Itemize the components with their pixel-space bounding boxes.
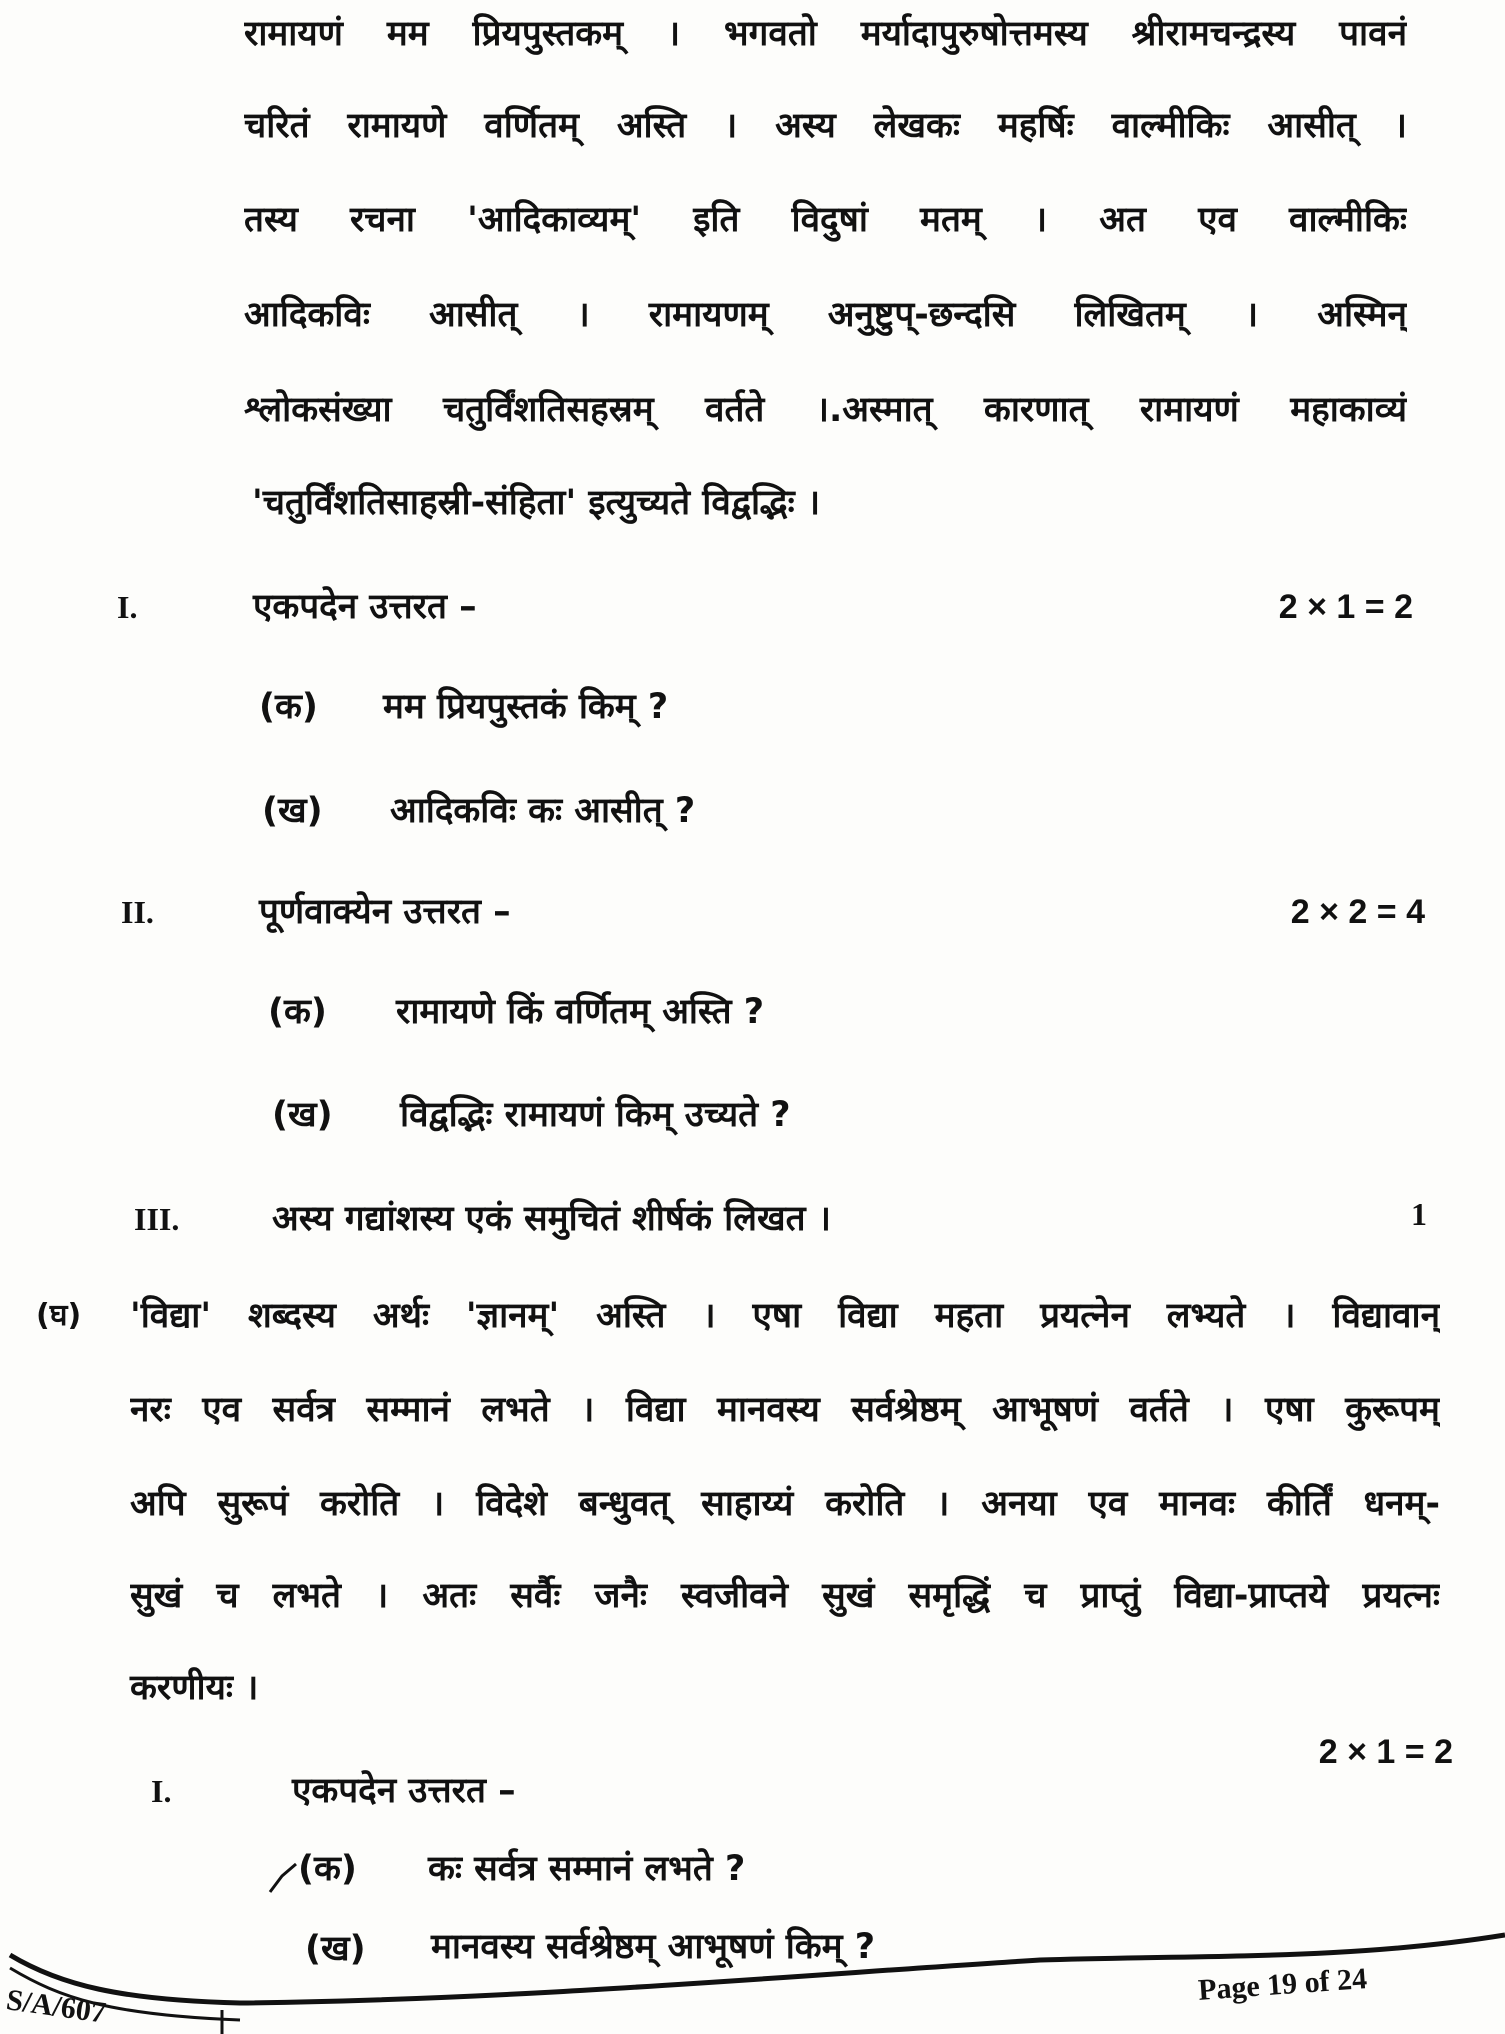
sub-question-text: रामायणे किं वर्णितम् अस्ति ? bbox=[396, 992, 765, 1032]
question-number: III. bbox=[134, 1201, 180, 1237]
passage-line: चरितं रामायणे वर्णितम् अस्ति । अस्य लेखकः महर्षिः वाल्मीकिः आसीत् । bbox=[244, 106, 1407, 146]
sub-question-text: विद्वद्भिः रामायणं किम् उच्यते ? bbox=[400, 1095, 791, 1135]
passage-line: करणीयः । bbox=[130, 1668, 259, 1708]
passage-line: 'चतुर्विंशतिसाहस्री-संहिता' इत्युच्यते विद्वद्भिः । bbox=[252, 483, 821, 523]
sub-question-text: कः सर्वत्र सम्मानं लभते ? bbox=[428, 1849, 746, 1889]
sub-question-label: (ख) bbox=[272, 1095, 333, 1135]
page-number: Page 19 of 24 bbox=[1197, 1962, 1369, 2007]
passage-line: तस्य रचना 'आदिकाव्यम्' इति विदुषां मतम् । अत एव वाल्मीकिः bbox=[244, 200, 1407, 240]
passage-line: नरः एव सर्वत्र सम्मानं लभते । विद्या मानवस्य सर्वश्रेष्ठम् आभूषणं वर्तते । एषा कुरूपम् bbox=[130, 1390, 1440, 1430]
passage-line: श्लोकसंख्या चतुर्विंशतिसहस्रम् वर्तते ।.अस्मात् कारणात् रामायणं महाकाव्यं bbox=[244, 390, 1407, 430]
question-marks: 1 bbox=[1411, 1196, 1427, 1232]
sub-question-label: (ख) bbox=[262, 791, 323, 831]
passage-label: (घ) bbox=[36, 1298, 82, 1333]
passage-line: रामायणं मम प्रियपुस्तकम् । भगवतो मर्यादापुरुषोत्तमस्य श्रीरामचन्द्रस्य पावनं bbox=[244, 14, 1407, 54]
question-title: अस्य गद्यांशस्य एकं समुचितं शीर्षकं लिखत । bbox=[272, 1199, 831, 1239]
question-title: एकपदेन उत्तरत – bbox=[292, 1771, 516, 1811]
sub-question-text: मम प्रियपुस्तकं किम् ? bbox=[383, 687, 669, 727]
passage-line: सुखं च लभते । अतः सर्वैः जनैः स्वजीवने सुखं समृद्धिं च प्राप्तुं विद्या-प्राप्तये प्रयत्नः bbox=[130, 1576, 1440, 1616]
question-title: एकपदेन उत्तरत – bbox=[253, 587, 477, 627]
sub-question-label: (ख) bbox=[305, 1929, 366, 1969]
paper-code: S/A/607 bbox=[4, 1983, 108, 2030]
sub-question-label: (क) bbox=[268, 992, 327, 1032]
sub-question-label: (क) bbox=[298, 1849, 357, 1889]
question-marks: 2 × 2 = 4 bbox=[1290, 893, 1425, 931]
sub-question-label: (क) bbox=[259, 687, 318, 727]
sub-question-text: मानवस्य सर्वश्रेष्ठम् आभूषणं किम् ? bbox=[431, 1927, 876, 1967]
passage-line: 'विद्या' शब्दस्य अर्थः 'ज्ञानम्' अस्ति । एषा विद्या महता प्रयत्नेन लभ्यते । विद्यावान् bbox=[130, 1296, 1440, 1336]
question-number: I. bbox=[117, 589, 138, 625]
question-number: I. bbox=[151, 1773, 172, 1809]
passage-line: अपि सुरूपं करोति । विदेशे बन्धुवत् साहाय्यं करोति । अनया एव मानवः कीर्तिं धनम्- bbox=[130, 1484, 1440, 1524]
tick-mark-icon bbox=[270, 1864, 296, 1892]
sub-question-text: आदिकविः कः आसीत् ? bbox=[390, 791, 696, 831]
question-marks: 2 × 1 = 2 bbox=[1278, 588, 1413, 626]
question-number: II. bbox=[121, 894, 154, 930]
question-title: पूर्णवाक्येन उत्तरत – bbox=[259, 892, 511, 932]
question-marks: 2 × 1 = 2 bbox=[1318, 1733, 1453, 1771]
passage-line: आदिकविः आसीत् । रामायणम् अनुष्टुप्-छन्दसि लिखितम् । अस्मिन् bbox=[244, 295, 1407, 335]
